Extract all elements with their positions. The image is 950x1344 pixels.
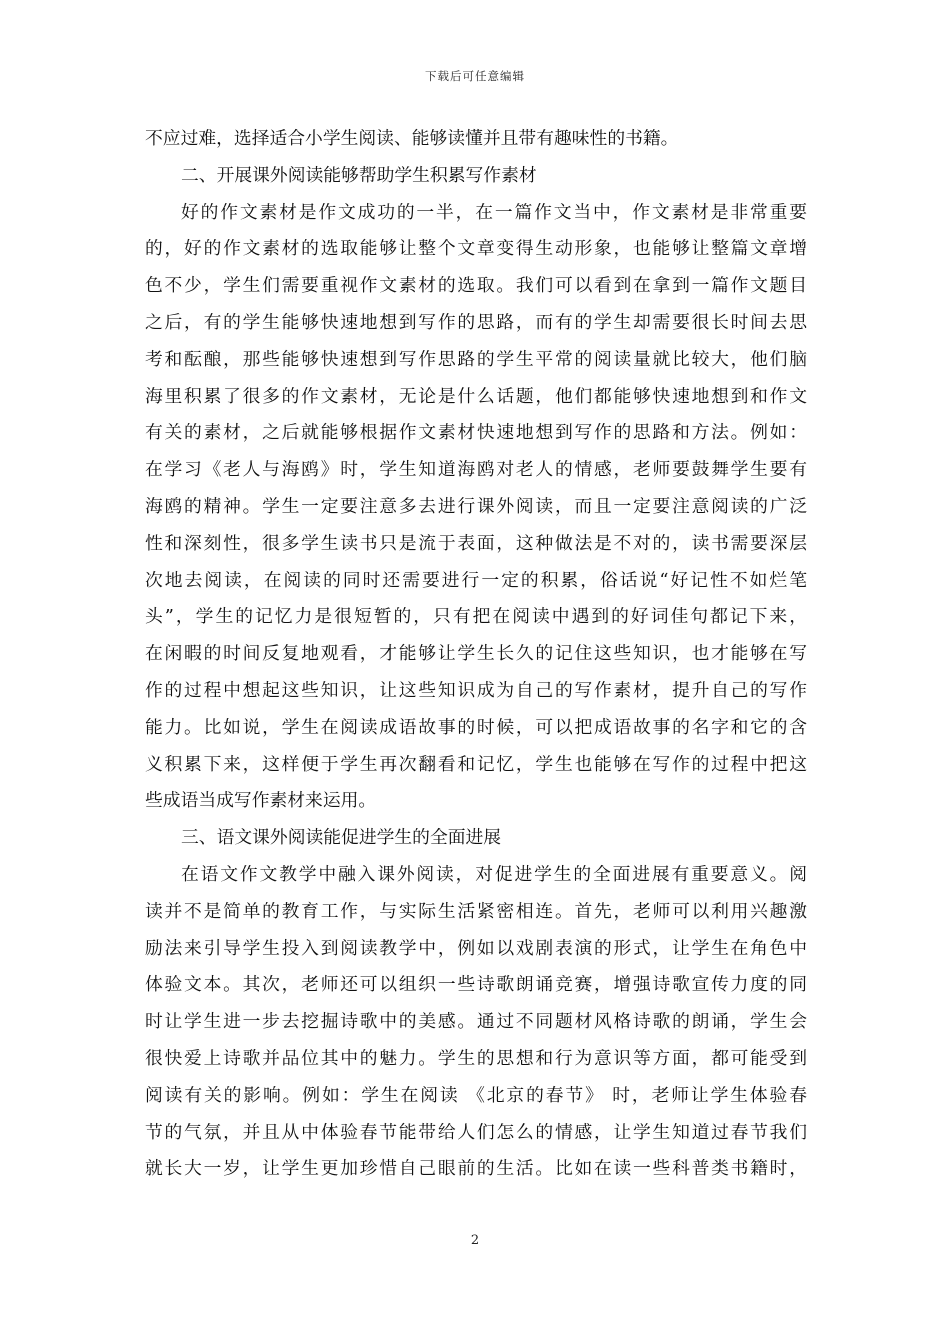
section-heading: 三、语文课外阅读能促进学生的全面进展: [181, 827, 502, 849]
paragraph-line: 在语文作文教学中融入课外阅读，对促进学生的全面进展有重要意义。阅: [181, 863, 807, 885]
paragraph-line: 的，好的作文素材的选取能够让整个文章变得生动形象，也能够让整篇文章增: [145, 238, 807, 260]
paragraph-line: 很快爱上诗歌并品位其中的魅力。学生的思想和行为意识等方面，都可能受到: [145, 1047, 807, 1069]
paragraph-line: 读并不是简单的教育工作，与实际生活紧密相连。首先，老师可以利用兴趣激: [145, 900, 807, 922]
paragraph-line: 海里积累了很多的作文素材，无论是什么话题，他们都能够快速地想到和作文: [145, 385, 807, 407]
page-number: 2: [470, 1233, 480, 1248]
paragraph-line: 阅读有关的影响。例如：学生在阅读 《北京的春节》 时，老师让学生体验春: [145, 1084, 807, 1106]
paragraph-line: 作的过程中想起这些知识，让这些知识成为自己的写作素材，提升自己的写作: [145, 679, 807, 701]
section-heading: 二、开展课外阅读能够帮助学生积累写作素材: [181, 164, 537, 186]
paragraph-line: 能力。比如说，学生在阅读成语故事的时候，可以把成语故事的名字和它的含: [145, 716, 807, 738]
paragraph-line: 励法来引导学生投入到阅读教学中，例如以戏剧表演的形式，让学生在角色中: [145, 937, 807, 959]
paragraph-line: 时让学生进一步去挖掘诗歌中的美感。通过不同题材风格诗歌的朗诵，学生会: [145, 1011, 807, 1033]
paragraph-line: 在闲暇的时间反复地观看，才能够让学生长久的记住这些知识，也才能够在写: [145, 643, 807, 665]
paragraph-line: 义积累下来，这样便于学生再次翻看和记忆，学生也能够在写作的过程中把这: [145, 753, 807, 775]
paragraph-line: 些成语当成写作素材来运用。: [145, 790, 377, 812]
page-header: 下载后可任意编辑: [425, 69, 525, 83]
paragraph-line: 海鸥的精神。学生一定要注意多去进行课外阅读，而且一定要注意阅读的广泛: [145, 495, 807, 517]
paragraph-line: 体验文本。其次，老师还可以组织一些诗歌朗诵竞赛，增强诗歌宣传力度的同: [145, 974, 807, 996]
paragraph-line: 色不少，学生们需要重视作文素材的选取。我们可以看到在拿到一篇作文题目: [145, 275, 807, 297]
paragraph-line: 之后，有的学生能够快速地想到写作的思路，而有的学生却需要很长时间去思: [145, 311, 807, 333]
paragraph-line: 性和深刻性，很多学生读书只是流于表面，这种做法是不对的，读书需要深层: [145, 532, 807, 554]
paragraph-line: 有关的素材，之后就能够根据作文素材快速地想到写作的思路和方法。例如：: [145, 422, 807, 444]
paragraph-line: 在学习《老人与海鸥》时，学生知道海鸥对老人的情感，老师要鼓舞学生要有: [145, 459, 807, 481]
document-body: [145, 121, 807, 1188]
paragraph-line: 次地去阅读，在阅读的同时还需要进行一定的积累，俗话说“好记性不如烂笔: [145, 569, 807, 591]
paragraph-line: 考和酝酿，那些能够快速想到写作思路的学生平常的阅读量就比较大，他们脑: [145, 348, 807, 370]
paragraph-line: 不应过难，选择适合小学生阅读、能够读懂并且带有趣味性的书籍。: [145, 128, 679, 149]
paragraph-line: 节的气氛，并且从中体验春节能带给人们怎么的情感，让学生知道过春节我们: [145, 1121, 807, 1143]
paragraph-line: 头”，学生的记忆力是很短暂的，只有把在阅读中遇到的好词佳句都记下来，: [145, 606, 807, 628]
paragraph-line: 就长大一岁，让学生更加珍惜自己眼前的生活。比如在读一些科普类书籍时，: [145, 1158, 807, 1180]
paragraph-line: 好的作文素材是作文成功的一半，在一篇作文当中，作文素材是非常重要: [181, 201, 807, 223]
